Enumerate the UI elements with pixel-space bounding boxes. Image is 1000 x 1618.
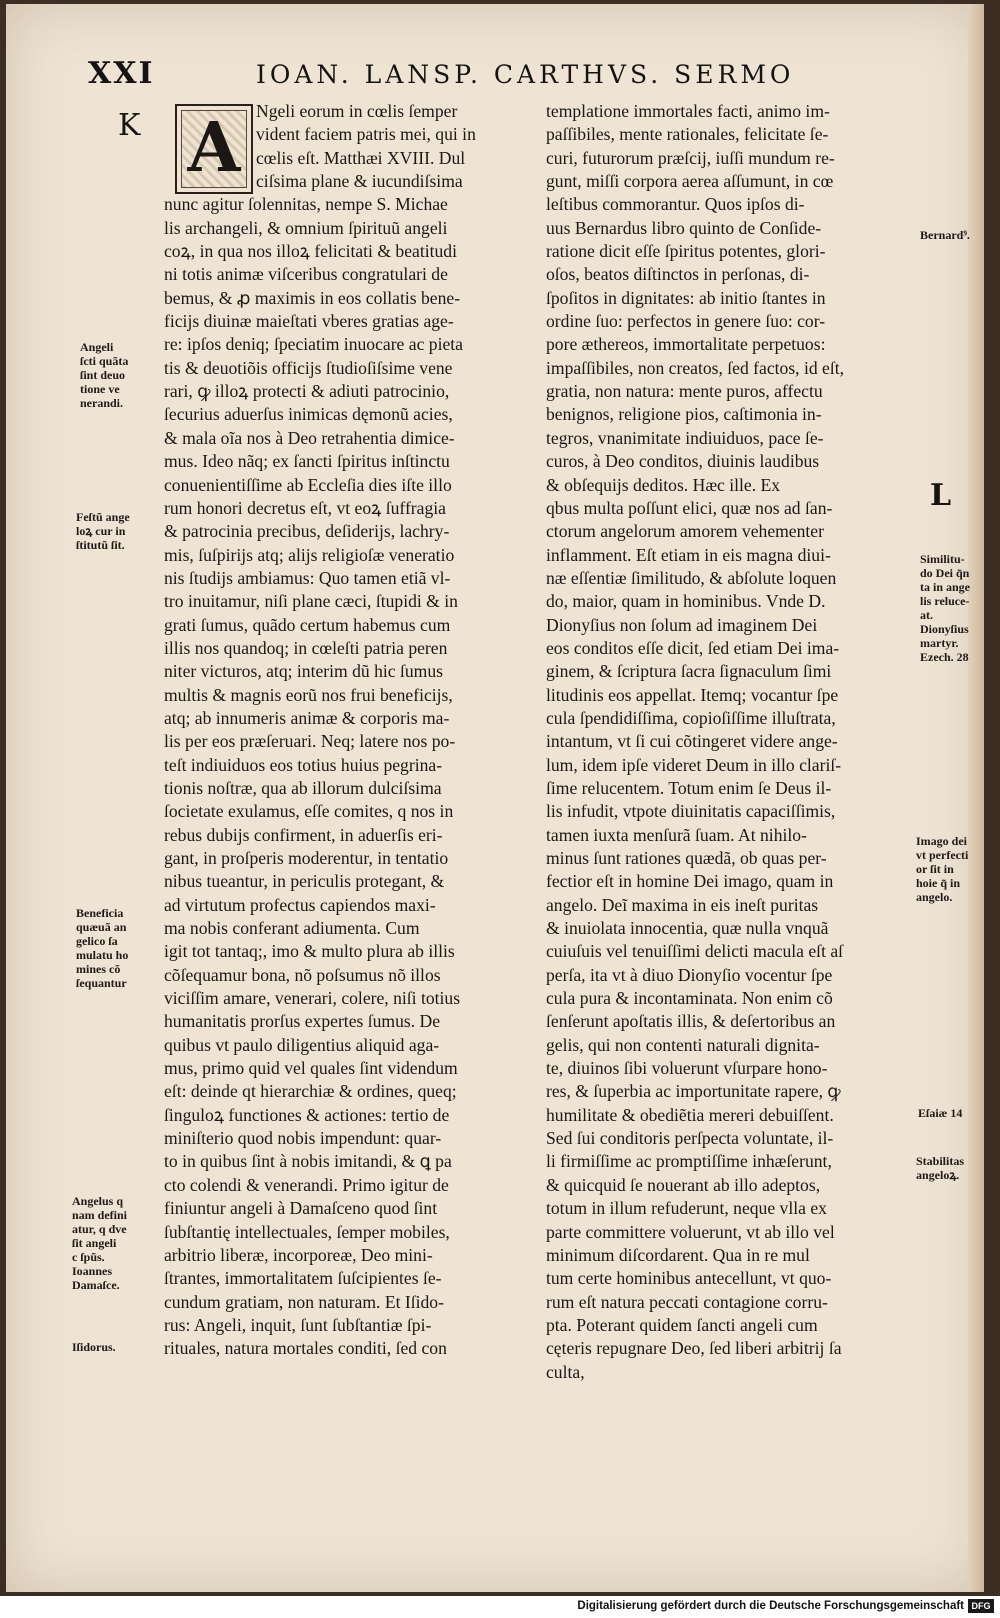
text-line: næ eſſentiæ ſimilitudo, & abſolute loquen (546, 567, 837, 588)
text-line: tamen iuxta menſurã ſuam. At nihilo- (546, 824, 807, 845)
text-line: to in quibus ſint à nobis imitandi, & ꝗ pa (164, 1151, 452, 1172)
margin-note-line: ta in ange (920, 580, 971, 594)
text-line: Ngeli eorum in cœlis ſemper (256, 101, 458, 121)
margin-note-line: Imago dei (916, 834, 967, 848)
text-line: vident faciem patris mei, qui in (256, 124, 476, 145)
text-line: teſt indiuiduos eos totius huius pegrina- (164, 754, 443, 775)
text-line: niter victuros, atq; interim dũ hic ſumus (164, 661, 444, 682)
text-line: humanitatis prorſus expertes ſumus. De (164, 1011, 441, 1032)
margin-note-line: mines cõ (76, 962, 121, 976)
margin-note-left-4 (72, 1194, 127, 1292)
text-line: lis archangeli, & omnium ſpirituũ angeli (164, 217, 448, 238)
text-line: minimum diſcordarent. Qua in re mul (546, 1244, 810, 1265)
text-line: gant, in proſperis moderentur, in tentatio (164, 848, 449, 868)
margin-note-line: mulatu ho (76, 948, 129, 962)
margin-note-line: Dionyſius (920, 622, 969, 636)
margin-note-line: hoie q̃ in (916, 876, 961, 890)
margin-note-line: Eſaiæ 14 (918, 1106, 963, 1120)
text-line: cęteris repugnare Deo, ſed liberi arbitrij ſa (546, 1338, 842, 1359)
text-line: lum, idem ipſe videret Deum in illo clariſ- (546, 754, 842, 775)
text-line: & patrocinia precibus, deſiderijs, lachry- (164, 521, 450, 542)
text-line: curi, futurorum præſcij, iuſſi mundum re- (546, 147, 835, 168)
text-line: cuiuſuis vel tenuiſſimi delicti macula eſt aſ (546, 941, 844, 962)
text-line: ſenſerunt apoſtatis illis, & deſertoribus an (546, 1011, 836, 1032)
text-line: rari, ꝙ illoꝝ protecti & adiuti patrocinio, (164, 381, 450, 402)
margin-note-line: quæuã an (76, 920, 127, 934)
text-line: tionis noſtræ, qua ab illorum dulciſsima (164, 777, 442, 798)
text-line: viciſſim amare, venerari, colere, niſi totius (164, 988, 461, 1009)
margin-note-line: Angelus q (72, 1194, 124, 1208)
text-line: rus: Angeli, inquit, ſunt ſubſtantiæ ſpi- (164, 1314, 432, 1335)
text-line: Sed ſui conditoris perſpecta voluntate, il- (546, 1128, 834, 1149)
margin-note-line: nam defini (72, 1208, 128, 1222)
text-line: tegros, vnanimitate indiuiduos, pace ſe- (546, 427, 824, 448)
text-line: ma nobis conferant adiumenta. Cum (164, 918, 420, 939)
text-line: oſos, beatos diſtinctos in perſonas, di- (546, 264, 810, 285)
text-line: pta. Poterant quidem ſancti angeli cum (546, 1314, 818, 1335)
text-line: ſtrantes, immortalitatem ſuſcipientes ſe- (164, 1268, 442, 1289)
margin-note-line: Angeli (80, 340, 114, 354)
text-line: coꝝ, in qua nos illoꝝ felicitati & beatitudi (164, 241, 457, 262)
margin-note-line: loꝝ cur in (76, 524, 126, 538)
text-line: arbitrio liberæ, incorporeæ, Deo mini- (164, 1244, 433, 1265)
section-letter-k: K (118, 108, 141, 143)
margin-note-right-4 (918, 1106, 962, 1120)
text-line: lis per eos præſeruari. Neq; latere nos po- (164, 731, 456, 752)
margin-note-left-2 (76, 510, 130, 552)
margin-note-right-5 (916, 1154, 964, 1182)
text-line: do, maior, quam in hominibus. Vnde D. (546, 591, 826, 612)
margin-note-line: do Dei q̃n (920, 566, 970, 580)
text-line: & mala oĩa nos à Deo retrahentia dimice- (164, 427, 455, 448)
text-line: totum in illum refuderunt, neque vlla ex (546, 1198, 827, 1219)
page-spine-edge (968, 4, 984, 1592)
text-line: bemus, & ꝓ maximis in eos collatis bene- (164, 287, 461, 308)
text-line: qbus multa poſſunt elici, quæ nos ad ſan- (546, 497, 833, 518)
margin-note-line: ſequantur (76, 976, 127, 990)
margin-note-line: tione ve (80, 382, 120, 396)
text-line: parte committere voluerunt, vt ab illo vel (546, 1221, 835, 1242)
margin-note-line: Stabilitas (916, 1154, 965, 1168)
text-line: finiuntur angeli à Damaſceno quod ſint (164, 1198, 438, 1219)
text-line: ordine ſuo: perfectos in genere ſuo: cor- (546, 311, 826, 332)
text-line: ſime relucentem. Totum enim ſe Deus il- (546, 777, 832, 798)
text-line: grati ſumus, quãdo certum habemus cum (164, 614, 451, 635)
margin-note-line: ſit angeli (72, 1236, 117, 1250)
margin-note-line: Damaſce. (72, 1278, 120, 1292)
section-letter-l: L (930, 478, 952, 513)
running-head: IOAN. LANSP. CARTHVS. SERMO (256, 60, 795, 89)
text-line: leſtibus commorantur. Quos ipſos di- (546, 194, 805, 215)
text-line: uus Bernardus libro quinto de Conſide- (546, 217, 822, 238)
text-line: ratione dicit eſſe ſpiritus potentes, glori- (546, 241, 826, 262)
text-line: paſſibiles, mente rationales, felicitate ſe- (546, 124, 829, 145)
text-line: ni totis animæ viſceribus congratulari de (164, 264, 448, 285)
text-line: conuenientiſſime ab Eccleſia dies iſte illo (164, 474, 452, 495)
text-line: ſubſtantię intellectuales, ſemper mobiles, (164, 1221, 450, 1242)
text-line: atq; ab innumeris animæ & corporis ma- (164, 707, 450, 728)
margin-note-line: Ezech. 28 (920, 650, 969, 664)
margin-note-line: angeloꝝ. (916, 1168, 960, 1182)
text-line: humilitate & obediẽtia mereri debuiſſent. (546, 1104, 834, 1125)
text-column-left (164, 100, 524, 1361)
margin-note-left-3 (76, 906, 128, 990)
text-line: intantum, vt ſi cui cõtingeret videre ange- (546, 731, 838, 752)
text-line: ſocietate exulamus, eſſe comites, q nos in (164, 801, 454, 822)
margin-note-left-1 (80, 340, 128, 410)
text-line: rituales, natura mortales conditi, ſed con (164, 1338, 447, 1359)
text-line: rum honori decretus eſt, vt eoꝝ ſuffragia (164, 497, 446, 518)
margin-note-line: martyr. (920, 636, 959, 650)
margin-note-line: c ſpũs. (72, 1250, 105, 1264)
text-line: ſecurius aduerſus inimicas dęmonũ acies, (164, 404, 453, 425)
text-line: res, & ſuperbia ac importunitate rapere, ꝙ (546, 1081, 841, 1102)
margin-note-line: gelico ſa (76, 934, 118, 948)
text-line: pore æthereos, immortalitate perpetuos: (546, 334, 826, 355)
margin-note-line: Bernard⁹. (920, 228, 970, 242)
text-line: curos, à Deo conditos, diuinis laudibus (546, 451, 820, 472)
text-line: quibus vt paulo diligentius aliquid aga- (164, 1034, 440, 1055)
text-line: ginem, & ſcriptura ſacra ſignaculum ſimi (546, 661, 832, 682)
text-line: culta, (546, 1361, 585, 1382)
text-line: & obſequijs deditos. Hæc ille. Ex (546, 474, 781, 495)
text-line: minus ſunt rationes quædã, ob quas per- (546, 848, 827, 868)
text-line: cula pura & incontaminata. Non enim cõ (546, 988, 833, 1009)
text-line: cõſequamur bona, nõ poſsumus nõ illos (164, 964, 441, 985)
digitization-credit: Digitalisierung gefördert durch die Deutsche Forschungsgemeinschaft (577, 1600, 964, 1612)
margin-note-line: ſtitutũ ſit. (76, 538, 125, 552)
text-line: ctorum angelorum amorem vehementer (546, 521, 824, 542)
margin-note-line: atur, q dve (72, 1222, 127, 1236)
text-line: mis, ſuſpirijs atq; alijs religioſæ veneratio (164, 544, 455, 565)
text-line: templatione immortales facti, animo im- (546, 101, 830, 121)
text-line: re: ipſos deniq; ſpeciatim inuocare ac pieta (164, 334, 463, 355)
text-line: impaſſibiles, non creatos, ſed factos, id eſt, (546, 357, 845, 378)
text-line: Dionyſius non ſolum ad imaginem Dei (546, 614, 818, 635)
margin-note-line: Beneficia (76, 906, 124, 920)
text-line: tum certe hominibus antecellunt, vt quo- (546, 1268, 832, 1289)
text-line: igit tot tantaq;, imo & multo plura ab illis (164, 941, 455, 962)
text-line: ciſsima plane & iucundiſsima (256, 171, 463, 192)
margin-note-line: ſint deuo (80, 368, 126, 382)
margin-note-right-1 (920, 228, 970, 242)
text-line: tro inuitamur, niſi plane cæci, ſtupidi & in (164, 591, 458, 612)
text-line: cœlis eſt. Matthæi XVIII. Dul (256, 147, 466, 168)
text-line: cula ſpendidiſſima, copioſiſſime illuſtrata, (546, 707, 836, 728)
text-line: miniſterio quod nobis impendunt: quar- (164, 1128, 442, 1149)
margin-note-line: ſcti quãta (80, 354, 129, 368)
text-line: nis ſtudijs ambiamus: Quo tamen etiã vl- (164, 567, 451, 588)
text-line: cundum gratiam, non naturam. Et Iſido- (164, 1291, 444, 1312)
initial-letter: A (187, 108, 241, 188)
text-line: te, diuinos ſibi voluerunt vſurpare hono- (546, 1058, 828, 1079)
text-line: & quicquid ſe nouerant ab illo adeptos, (546, 1174, 821, 1195)
text-line: perſa, ita vt à diuo Dionyſio vocentur ſpe (546, 964, 833, 985)
text-line: gratia, non natura: mente puros, affectu (546, 381, 823, 402)
margin-note-line: Feſtũ ange (76, 510, 130, 524)
text-line: gunt, miſſi corpora aerea aſſumunt, in cœ (546, 171, 834, 192)
margin-note-line: lis reluce- (920, 594, 970, 608)
text-line: cto colendi & venerandi. Primo igitur de (164, 1174, 449, 1195)
text-line: nibus tueantur, in periculis protegant, & (164, 871, 445, 892)
margin-note-line: Ioannes (72, 1264, 113, 1278)
margin-note-line: Iſidorus. (72, 1340, 116, 1354)
text-line: & inuiolata innocentia, quæ nulla vnquã (546, 918, 829, 939)
text-line: ad virtutum profectus capiendos maxi- (164, 894, 436, 915)
text-line: ficijs diuinæ maieſtati vberes gratias age- (164, 311, 454, 332)
text-line: gelis, qui non contenti naturali dignita- (546, 1034, 820, 1055)
text-line: inflamment. Eſt etiam in eis magna diui- (546, 544, 831, 565)
text-line: rum eſt natura peccati contagione corru- (546, 1291, 828, 1312)
text-line: multis & magnis eorũ nos frui beneficijs, (164, 684, 453, 705)
text-line: litudinis eos appellat. Itemq; vocantur ſpe (546, 684, 839, 705)
margin-note-line: at. (920, 608, 933, 622)
text-line: eſt: deinde qt hierarchiæ & ordines, queq; (164, 1081, 457, 1102)
margin-note-line: Similitu- (920, 552, 965, 566)
text-line: mus. Ideo nãq; ex ſancti ſpiritus inſtinctu (164, 451, 450, 472)
margin-note-left-5 (72, 1340, 116, 1354)
page-header (88, 56, 795, 92)
margin-note-line: vt perfecti (916, 848, 969, 862)
dfg-logo: DFG (968, 1599, 994, 1613)
margin-note-line: angelo. (916, 890, 953, 904)
text-line: fectior eſt in homine Dei imago, quam in (546, 871, 834, 892)
folio-number: XXI (88, 56, 155, 91)
text-line: angelo. Deĩ maxima in eis ineſt puritas (546, 894, 819, 915)
text-line: eos conditos eſſe dicit, ſed etiam Dei ima- (546, 637, 840, 658)
text-line: ſinguloꝝ functiones & actiones: tertio de (164, 1104, 450, 1125)
text-line: lis infudit, vtpote diuinitatis capaciſſimis, (546, 801, 836, 822)
margin-note-right-2 (920, 552, 970, 664)
margin-note-line: or ſit in (916, 862, 954, 876)
text-line: mus, primo quid vel quales ſint videndum (164, 1058, 458, 1079)
text-line: rebus dubijs confirment, in aduerſis eri- (164, 824, 443, 845)
text-line: tis & deuotiõis officijs ſtudioſiſsime vene (164, 357, 453, 378)
text-column-right (546, 100, 918, 1384)
margin-note-right-3 (916, 834, 968, 904)
margin-note-line: nerandi. (80, 396, 124, 410)
text-line: nunc agitur ſolennitas, nempe S. Michae (164, 194, 448, 215)
text-line: illis nos quandoq; in cœleſti patria peren (164, 637, 448, 658)
text-line: li firmiſſime ac promptiſſime inhæſerunt, (546, 1151, 832, 1172)
text-line: benignos, religione pios, caſtimonia in- (546, 404, 822, 425)
text-line: ſpoſitos in dignitates: ab initio ſtantes in (546, 287, 826, 308)
